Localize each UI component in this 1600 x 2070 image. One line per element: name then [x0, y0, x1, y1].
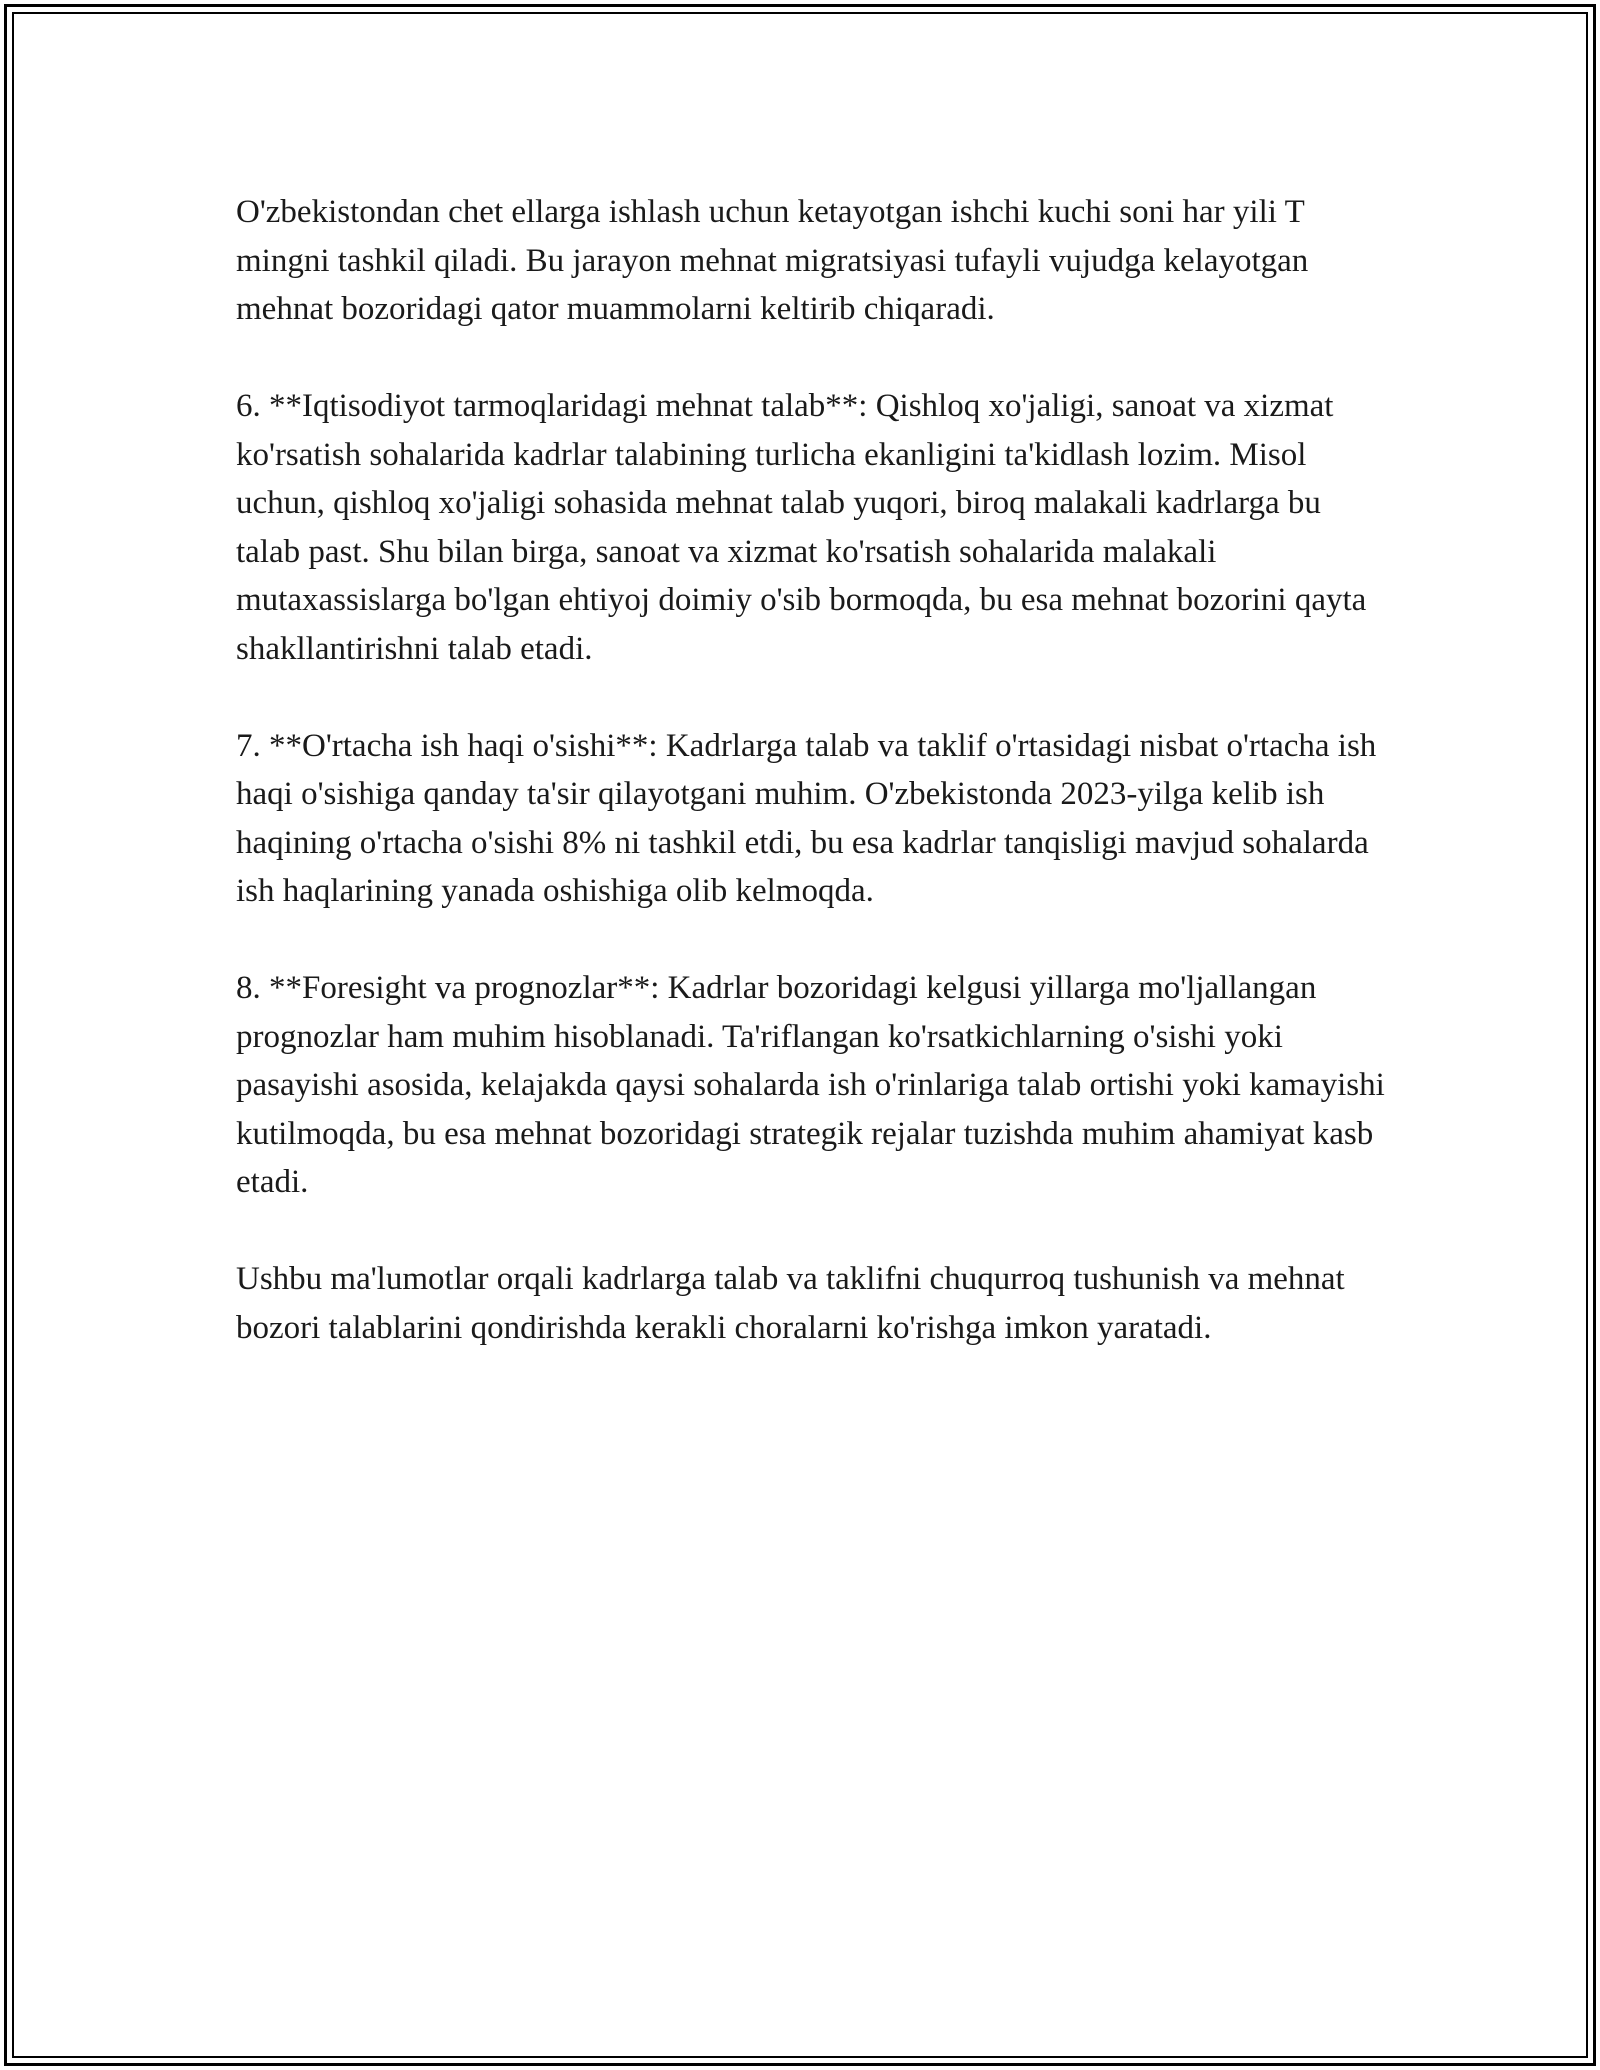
- paragraph-conclusion: Ushbu ma'lumotlar orqali kadrlarga talab va taklifni chuqurroq tushunish va mehnat bozori talablarini qondirishda kerakli choralarni ko'rishga imkon yaratadi.: [236, 1261, 1345, 1346]
- paragraph-labor-demand: 6. **Iqtisodiyot tarmoqlaridagi mehnat talab**: Qishloq xo'jaligi, sanoat va xizmat ko'rsatish sohalarida kadrlar talabining turlicha ekanligini ta'kidlash lozim. Misol uchun, qishloq xo'jaligi sohasida mehnat talab yuqori, biroq malakali kadrlarga bu talab past. Shu bilan birga, sanoat va xizmat ko'rsatish sohalarida malakali mutaxassislarga bo'lgan ehtiyoj doimiy o'sib bormoqda, bu esa mehnat bozorini qayta shakllantirishni talab etadi.: [236, 388, 1367, 667]
- document-body: [236, 188, 1386, 1401]
- paragraph-wage-growth: 7. **O'rtacha ish haqi o'sishi**: Kadrlarga talab va taklif o'rtasidagi nisbat o'rtacha ish haqi o'sishiga qanday ta'sir qilayotgani muhim. O'zbekistonda 2023-yilga kelib ish haqining o'rtacha o'sishi 8% ni tashkil etdi, bu esa kadrlar tanqisligi mavjud sohalarda ish haqlarining yanada oshishiga olib kelmoqda.: [236, 727, 1377, 909]
- paragraph-foresight: 8. **Foresight va prognozlar**: Kadrlar bozoridagi kelgusi yillarga mo'ljallangan prognozlar ham muhim hisoblanadi. Ta'riflangan ko'rsatkichlarning o'sishi yoki pasayishi asosida, kelajakda qaysi sohalarda ish o'rinlariga talab ortishi yoki kamayishi kutilmoqda, bu esa mehnat bozoridagi strategik rejalar tuzishda muhim ahamiyat kasb etadi.: [236, 970, 1385, 1200]
- paragraph-migration: O'zbekistondan chet ellarga ishlash uchun ketayotgan ishchi kuchi soni har yili T mingni tashkil qiladi. Bu jarayon mehnat migratsiyasi tufayli vujudga kelayotgan mehnat bozoridagi qator muammolarni keltirib chiqaradi.: [236, 194, 1309, 327]
